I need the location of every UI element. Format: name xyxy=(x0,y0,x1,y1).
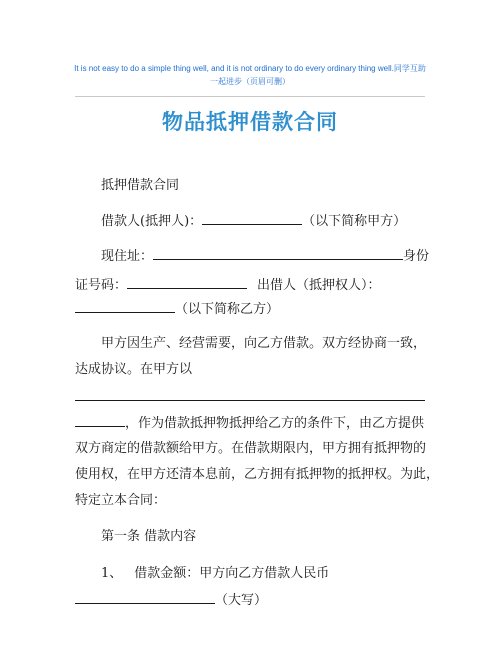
article-1-heading: 第一条 借款内容 xyxy=(101,529,197,544)
paragraph-2-line-2: 双方商定的借款额给甲方。在借款期限内，甲方拥有抵押物的 xyxy=(75,441,427,456)
contract-subtitle: 抵押借款合同 xyxy=(101,178,180,193)
paragraph-1-line-1: 甲方因生产、经营需要，向乙方借款。双方经协商一致， xyxy=(101,336,427,351)
item-1-amount-line xyxy=(75,590,267,610)
paragraph-2-line-1-text: ，作为借款抵押物抵押给乙方的条件下，由乙方提供 xyxy=(125,416,425,431)
lender-suffix: （以下简称乙方） xyxy=(175,302,280,317)
header-divider xyxy=(75,96,425,97)
collateral-blank-short xyxy=(75,413,125,427)
item-1-suffix: （大写） xyxy=(215,593,268,608)
document-title: 物品抵押借款合同 xyxy=(162,110,338,134)
paragraph-2-line-3: 使用权，在甲方还清本息前，乙方拥有抵押物的抵押权。为此， xyxy=(75,467,440,482)
borrower-label: 借款人(抵押人)： xyxy=(101,214,203,229)
id-label-tail: 身份 xyxy=(403,249,430,264)
amount-blank xyxy=(75,590,215,604)
paragraph-1-line-2: 达成协议。在甲方以 xyxy=(75,362,193,377)
paragraph-2-line-1 xyxy=(75,413,424,433)
address-blank xyxy=(153,246,403,260)
lender-blank xyxy=(75,299,175,313)
item-1-number: 1、 xyxy=(101,566,123,581)
lender-name-line xyxy=(75,299,279,319)
address-label: 现住址： xyxy=(101,249,154,264)
item-1-line xyxy=(101,565,329,583)
id-label-head: 证号码： xyxy=(75,278,128,293)
borrower-blank xyxy=(202,211,302,225)
borrower-line xyxy=(101,211,406,231)
collateral-blank-rule xyxy=(75,400,425,401)
item-1-text: 借款金额：甲方向乙方借款人民币 xyxy=(134,566,330,581)
address-line xyxy=(101,246,429,266)
paragraph-2-line-4: 特定立本合同： xyxy=(75,493,167,508)
page-header-note: It is not easy to do a simple thing well, and it is not ordinary to do every ordinary thing well.同学互助 一起进步（页眉可删） xyxy=(74,64,434,86)
borrower-suffix: （以下简称甲方） xyxy=(302,214,407,229)
id-lender-line xyxy=(75,275,381,295)
id-number-blank xyxy=(127,275,247,289)
lender-label: 出借人（抵押权人）： xyxy=(257,278,381,293)
